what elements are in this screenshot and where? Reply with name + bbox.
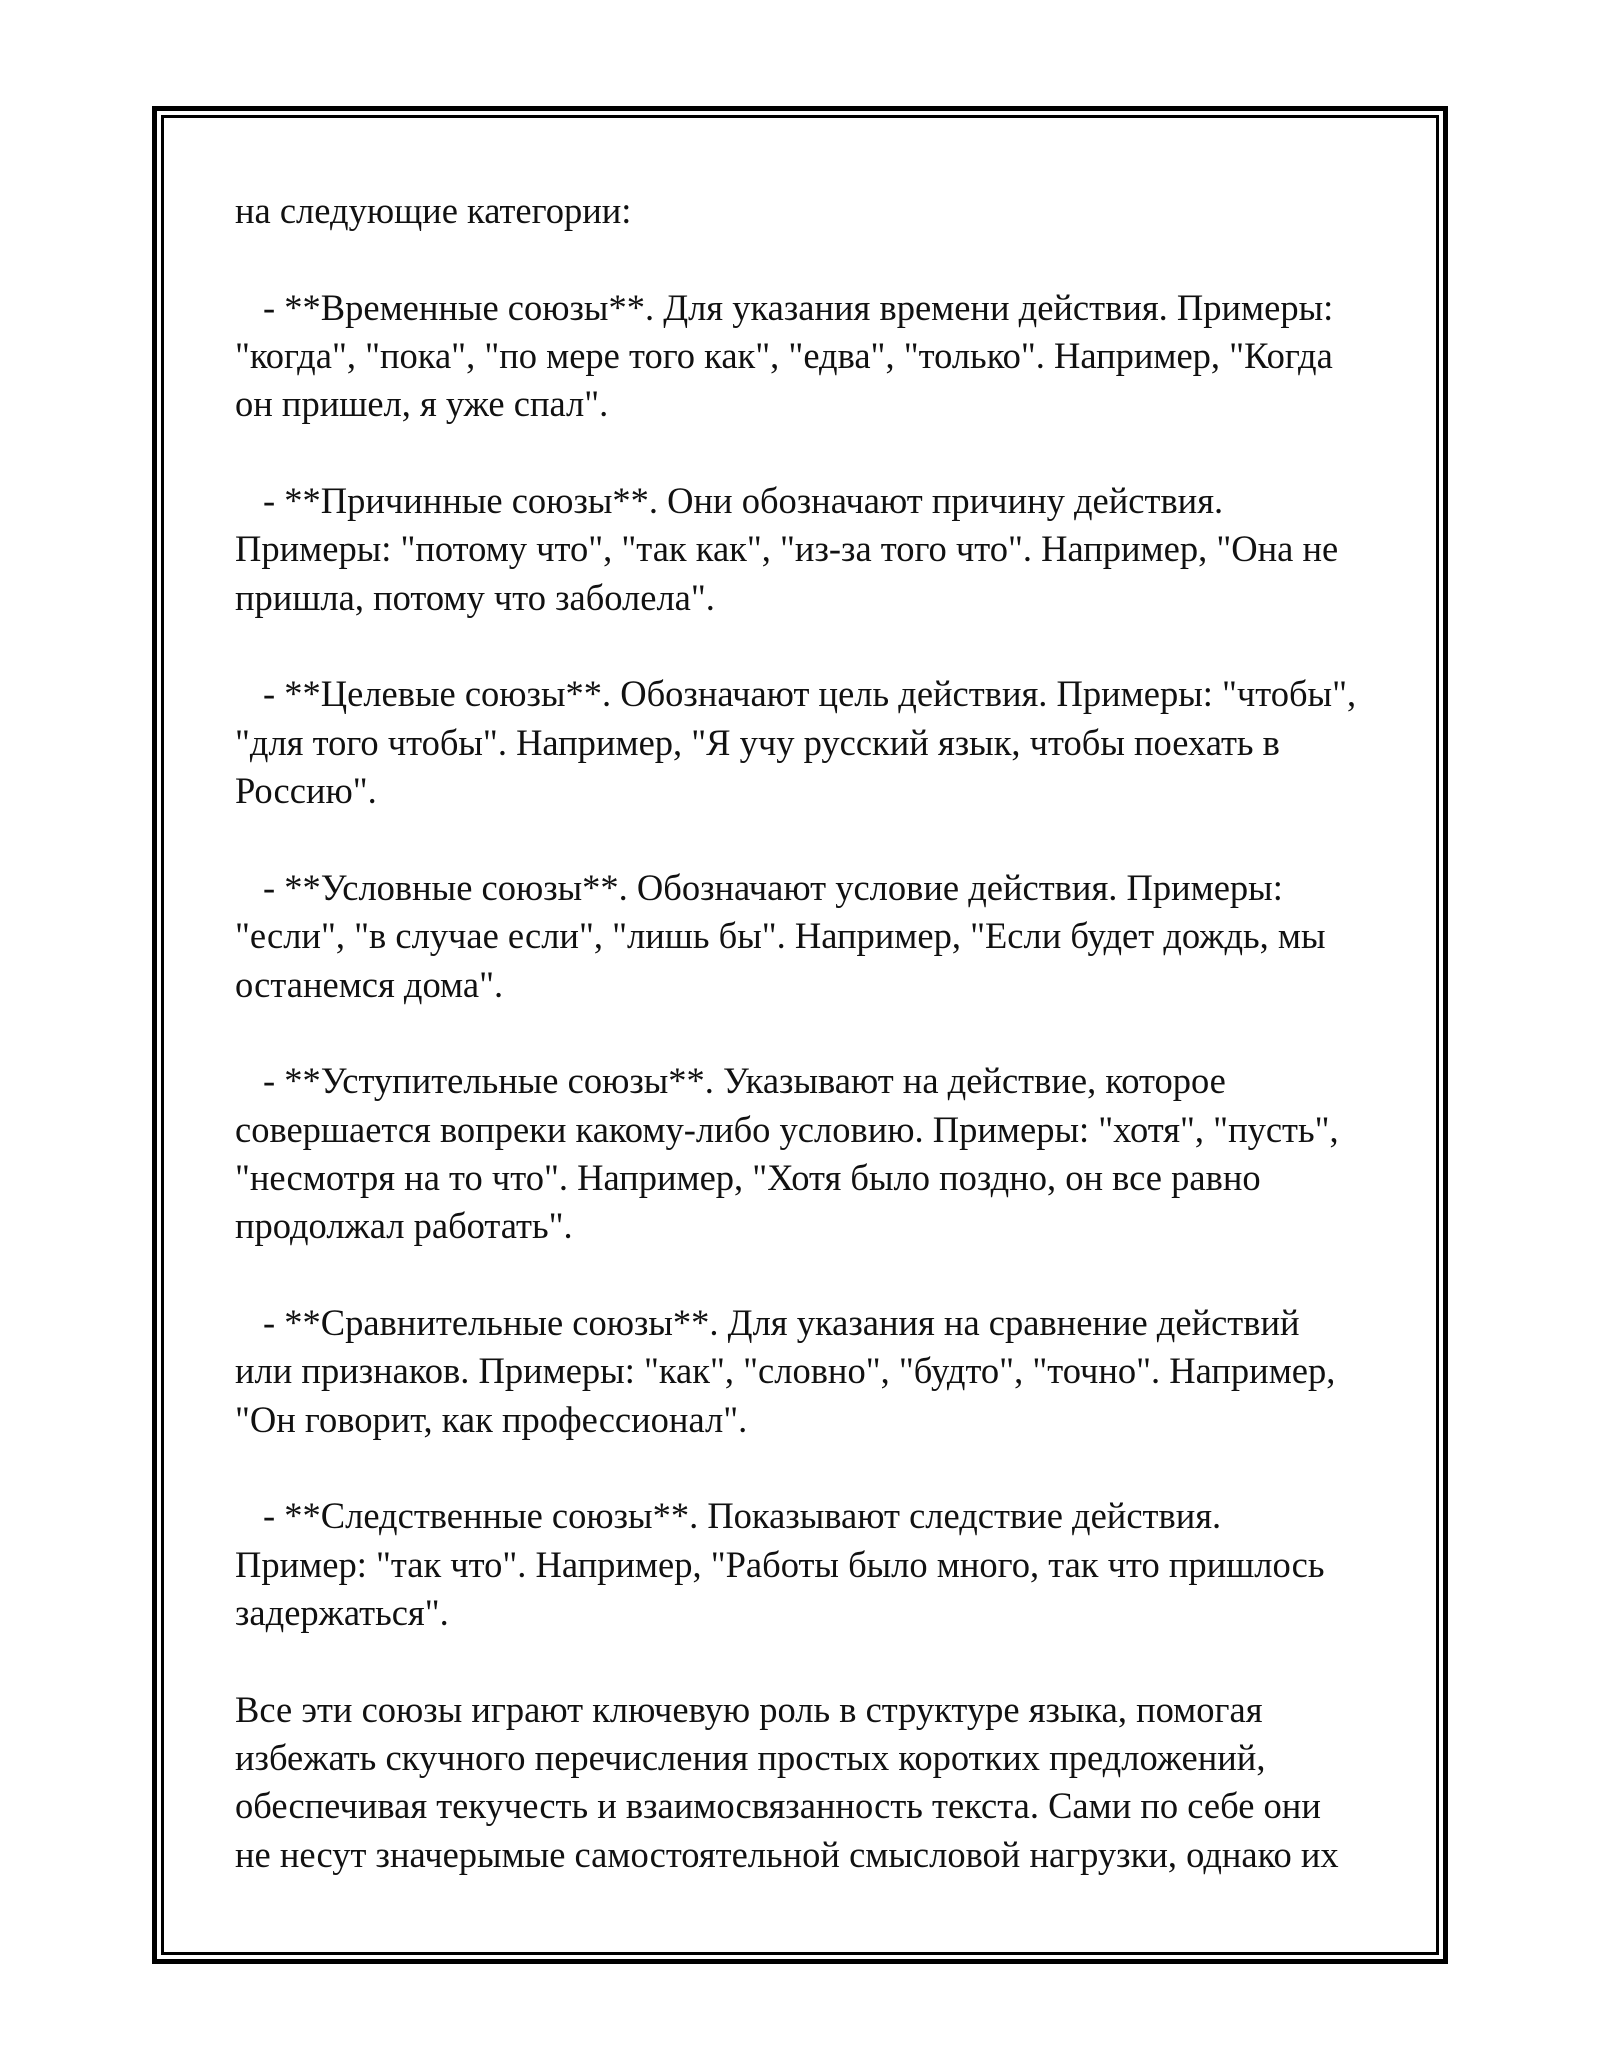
text-line: избежать скучного перечисления простых коротких предложений,: [235, 1737, 1266, 1778]
list-item-heading-line: - **Временные союзы**. Для указания времени действия. Примеры:: [263, 286, 1334, 328]
list-item-causal-conjunctions: [235, 477, 1415, 622]
list-item-concessive-conjunctions: [235, 1057, 1415, 1250]
text-line: Пример: "так что". Например, "Работы было много, так что пришлось: [235, 1543, 1325, 1585]
text-line: совершается вопреки какому-либо условию. Примеры: "хотя", "пусть",: [235, 1108, 1339, 1150]
list-item-purpose-conjunctions: [235, 670, 1415, 815]
list-item-conditional-conjunctions: [235, 864, 1415, 1009]
text-line: останемся дома".: [235, 963, 504, 1005]
document-body: [235, 187, 1415, 1879]
list-item-heading-line: - **Условные союзы**. Обозначают условие действия. Примеры:: [263, 866, 1283, 908]
list-item-temporal-conjunctions: [235, 284, 1415, 429]
list-item-heading-line: - **Следственные союзы**. Показывают следствие действия.: [263, 1495, 1222, 1537]
list-item-heading-line: - **Уступительные союзы**. Указывают на действие, которое: [263, 1060, 1226, 1102]
list-item-heading-line: - **Сравнительные союзы**. Для указания на сравнение действий: [263, 1301, 1300, 1343]
list-item-consequential-conjunctions: [235, 1492, 1415, 1637]
text-line: на следующие категории:: [235, 190, 632, 231]
text-line: "Он говорит, как профессионал".: [235, 1398, 748, 1440]
text-line: "для того чтобы". Например, "Я учу русский язык, чтобы поехать в: [235, 721, 1280, 763]
text-line: не несут значерымые самостоятельной смысловой нагрузки, однако их: [235, 1833, 1339, 1875]
list-item-heading-line: - **Причинные союзы**. Они обозначают причину действия.: [263, 480, 1224, 522]
intro-paragraph: [235, 187, 1415, 235]
text-line: он пришел, я уже спал".: [235, 383, 609, 425]
text-line: продолжал работать".: [235, 1205, 573, 1247]
text-line: "когда", "пока", "по мере того как", "едва", "только". Например, "Когда: [235, 335, 1333, 377]
text-line: или признаков. Примеры: "как", "словно", "будто", "точно". Например,: [235, 1350, 1336, 1392]
list-item-heading-line: - **Целевые союзы**. Обозначают цель действия. Примеры: "чтобы",: [263, 673, 1357, 715]
text-line: обеспечивая текучесть и взаимосвязанность текста. Сами по себе они: [235, 1785, 1321, 1827]
text-line: "несмотря на то что". Например, "Хотя было поздно, он все равно: [235, 1156, 1261, 1198]
text-line: Все эти союзы играют ключевую роль в структуре языка, помогая: [235, 1688, 1263, 1730]
list-item-comparative-conjunctions: [235, 1299, 1415, 1444]
conclusion-paragraph: [235, 1686, 1415, 1879]
text-line: пришла, потому что заболела".: [235, 576, 715, 618]
text-line: Примеры: "потому что", "так как", "из-за того что". Например, "Она не: [235, 528, 1339, 570]
text-line: задержаться".: [235, 1591, 449, 1633]
text-line: "если", "в случае если", "лишь бы". Например, "Если будет дождь, мы: [235, 915, 1326, 957]
text-line: Россию".: [235, 770, 377, 812]
